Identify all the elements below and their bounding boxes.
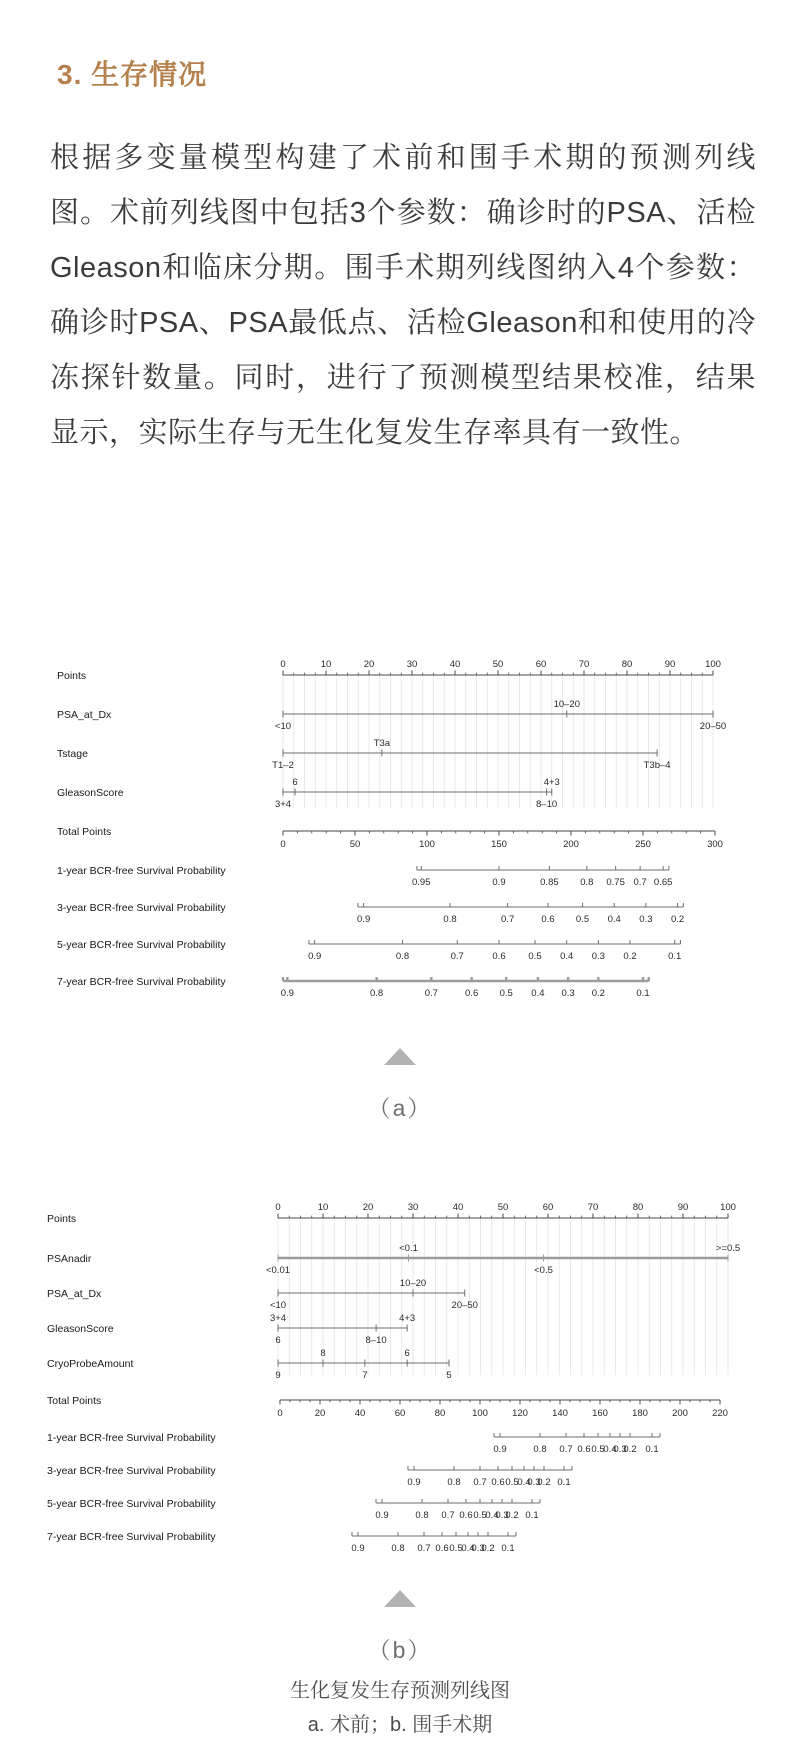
svg-text:70: 70 bbox=[578, 659, 590, 670]
svg-text:90: 90 bbox=[664, 659, 676, 670]
svg-text:0.7: 0.7 bbox=[450, 951, 464, 962]
figure-caption-title: 生化复发生存预测列线图 bbox=[290, 1680, 510, 1702]
figure-label-a: （a） bbox=[367, 1095, 433, 1121]
svg-text:0.1: 0.1 bbox=[645, 1444, 659, 1455]
svg-text:0.1: 0.1 bbox=[668, 951, 682, 962]
svg-text:3+4: 3+4 bbox=[269, 1313, 287, 1324]
svg-text:0.2: 0.2 bbox=[670, 914, 685, 925]
svg-text:0.6: 0.6 bbox=[459, 1510, 473, 1521]
nomogram-row-total-points bbox=[47, 1395, 728, 1419]
nomogram-row-5-year-bcr-free-survival-probability bbox=[47, 1498, 540, 1521]
svg-text:0.2: 0.2 bbox=[591, 988, 605, 999]
nomogram-row-3-year-bcr-free-survival-probability bbox=[47, 1465, 572, 1488]
svg-text:100: 100 bbox=[472, 1408, 488, 1419]
svg-text:Points: Points bbox=[47, 1213, 77, 1225]
svg-text:CryoProbeAmount: CryoProbeAmount bbox=[47, 1358, 134, 1370]
svg-text:60: 60 bbox=[542, 1202, 554, 1213]
svg-text:0.3: 0.3 bbox=[613, 1444, 627, 1455]
figure-label-b: （b） bbox=[367, 1637, 433, 1663]
svg-text:40: 40 bbox=[449, 659, 461, 670]
svg-text:140: 140 bbox=[552, 1408, 568, 1419]
svg-text:0.9: 0.9 bbox=[308, 951, 322, 962]
grid-lines bbox=[278, 1218, 728, 1375]
svg-text:0.3: 0.3 bbox=[639, 914, 653, 925]
nomogram-row-tstage bbox=[57, 738, 671, 771]
svg-text:Tstage: Tstage bbox=[57, 748, 88, 760]
svg-text:0.5: 0.5 bbox=[591, 1444, 605, 1455]
svg-text:0.6: 0.6 bbox=[491, 1477, 505, 1488]
svg-text:PSA_at_Dx: PSA_at_Dx bbox=[47, 1288, 102, 1300]
svg-text:0.1: 0.1 bbox=[557, 1477, 571, 1488]
svg-text:180: 180 bbox=[632, 1408, 648, 1419]
svg-text:100: 100 bbox=[419, 839, 435, 850]
svg-text:20: 20 bbox=[362, 1202, 374, 1213]
svg-text:0.2: 0.2 bbox=[537, 1477, 551, 1488]
svg-text:0.65: 0.65 bbox=[653, 877, 673, 888]
svg-text:0.2: 0.2 bbox=[623, 1444, 637, 1455]
svg-text:<0.01: <0.01 bbox=[265, 1265, 291, 1276]
svg-text:0.1: 0.1 bbox=[525, 1510, 539, 1521]
svg-text:GleasonScore: GleasonScore bbox=[57, 787, 124, 799]
svg-text:>=0.5: >=0.5 bbox=[715, 1243, 741, 1254]
triangle-up-icon bbox=[384, 1590, 416, 1607]
nomogram-row-gleasonscore bbox=[57, 777, 560, 810]
svg-text:0.3: 0.3 bbox=[527, 1477, 541, 1488]
svg-text:0.7: 0.7 bbox=[501, 914, 515, 925]
svg-text:6: 6 bbox=[275, 1335, 281, 1346]
svg-text:0.1: 0.1 bbox=[501, 1543, 515, 1554]
svg-text:0.8: 0.8 bbox=[369, 988, 384, 999]
body-paragraph: 根据多变量模型构建了术前和围手术期的预测列线图。术前列线图中包括3个参数：确诊时的PSA、活检Gleason和临床分期。围手术期列线图纳入4个参数：确诊时PSA、PSA最低点、活检Gleason和和使用的冷冻探针数量。同时，进行了预测模型结果校准，结果显示，实际生存与无生化复发生存率具有一致性。 bbox=[50, 142, 756, 449]
svg-text:8–10: 8–10 bbox=[536, 799, 558, 810]
svg-text:0.8: 0.8 bbox=[533, 1444, 547, 1455]
svg-text:0.2: 0.2 bbox=[481, 1543, 495, 1554]
nomogram-row-cryoprobeamount bbox=[47, 1348, 452, 1381]
svg-text:0.6: 0.6 bbox=[465, 988, 479, 999]
svg-text:0.4: 0.4 bbox=[607, 914, 621, 925]
svg-text:0.3: 0.3 bbox=[561, 988, 575, 999]
svg-text:10–20: 10–20 bbox=[399, 1278, 427, 1289]
nomogram-row-psa-at-dx bbox=[57, 699, 726, 732]
svg-text:50: 50 bbox=[497, 1202, 509, 1213]
svg-text:0.95: 0.95 bbox=[411, 877, 431, 888]
svg-text:4+3: 4+3 bbox=[399, 1313, 416, 1324]
svg-text:Total Points: Total Points bbox=[47, 1395, 102, 1407]
figure-caption-sub: a. 术前；b. 围手术期 bbox=[307, 1714, 493, 1736]
svg-text:200: 200 bbox=[563, 839, 579, 850]
nomogram-row-points bbox=[47, 1202, 736, 1225]
svg-text:60: 60 bbox=[394, 1408, 406, 1419]
svg-text:3-year BCR-free Survival Proba: 3-year BCR-free Survival Probability bbox=[57, 902, 226, 914]
svg-text:T1–2: T1–2 bbox=[272, 760, 294, 771]
svg-text:0.7: 0.7 bbox=[441, 1510, 455, 1521]
svg-text:0.5: 0.5 bbox=[505, 1477, 519, 1488]
svg-text:5-year BCR-free Survival Proba: 5-year BCR-free Survival Probability bbox=[47, 1498, 216, 1510]
svg-text:0.4: 0.4 bbox=[485, 1510, 499, 1521]
svg-text:7: 7 bbox=[362, 1370, 368, 1381]
svg-text:0.8: 0.8 bbox=[391, 1543, 405, 1554]
svg-text:GleasonScore: GleasonScore bbox=[47, 1323, 114, 1335]
svg-text:8–10: 8–10 bbox=[365, 1335, 387, 1346]
nomogram-row-points bbox=[57, 659, 721, 682]
svg-text:160: 160 bbox=[592, 1408, 608, 1419]
svg-text:120: 120 bbox=[512, 1408, 528, 1419]
svg-text:0.1: 0.1 bbox=[636, 988, 650, 999]
svg-text:Points: Points bbox=[57, 670, 87, 682]
svg-text:PSAnadir: PSAnadir bbox=[47, 1253, 92, 1265]
svg-text:0.7: 0.7 bbox=[633, 877, 647, 888]
svg-text:0.7: 0.7 bbox=[424, 988, 438, 999]
svg-text:5: 5 bbox=[446, 1370, 452, 1381]
svg-text:0.9: 0.9 bbox=[492, 877, 506, 888]
svg-text:0.75: 0.75 bbox=[606, 877, 625, 888]
svg-text:50: 50 bbox=[349, 839, 361, 850]
nomogram-row-gleasonscore bbox=[47, 1313, 415, 1346]
svg-text:T3b–4: T3b–4 bbox=[643, 760, 671, 771]
svg-text:0.9: 0.9 bbox=[375, 1510, 389, 1521]
svg-text:PSA_at_Dx: PSA_at_Dx bbox=[57, 709, 112, 721]
svg-text:6: 6 bbox=[292, 777, 298, 788]
svg-text:10: 10 bbox=[320, 659, 332, 670]
svg-text:1-year BCR-free Survival Proba: 1-year BCR-free Survival Probability bbox=[47, 1432, 216, 1444]
svg-text:20–50: 20–50 bbox=[451, 1300, 478, 1311]
svg-text:70: 70 bbox=[587, 1202, 599, 1213]
nomogram-svg-b bbox=[0, 1185, 800, 1580]
svg-text:<0.5: <0.5 bbox=[534, 1265, 553, 1276]
svg-text:6: 6 bbox=[404, 1348, 410, 1359]
svg-text:30: 30 bbox=[407, 1202, 419, 1213]
svg-text:0: 0 bbox=[280, 659, 286, 670]
svg-text:0.3: 0.3 bbox=[495, 1510, 509, 1521]
triangle-up-icon bbox=[384, 1048, 416, 1065]
svg-text:0.2: 0.2 bbox=[505, 1510, 519, 1521]
svg-text:0.8: 0.8 bbox=[580, 877, 594, 888]
svg-text:0.4: 0.4 bbox=[603, 1444, 617, 1455]
svg-text:0.9: 0.9 bbox=[351, 1543, 365, 1554]
svg-text:7-year BCR-free Survival Proba: 7-year BCR-free Survival Probability bbox=[57, 976, 226, 988]
svg-text:100: 100 bbox=[720, 1202, 736, 1213]
svg-text:T3a: T3a bbox=[373, 738, 391, 749]
svg-text:3+4: 3+4 bbox=[274, 799, 292, 810]
nomogram-row-total-points bbox=[57, 826, 723, 850]
nomogram-row-5-year-bcr-free-survival-probability bbox=[57, 939, 681, 962]
svg-text:40: 40 bbox=[452, 1202, 464, 1213]
svg-text:7-year BCR-free Survival Proba: 7-year BCR-free Survival Probability bbox=[47, 1531, 216, 1543]
svg-text:0.8: 0.8 bbox=[415, 1510, 429, 1521]
nomogram-row-7-year-bcr-free-survival-probability bbox=[47, 1531, 516, 1554]
svg-text:0.3: 0.3 bbox=[471, 1543, 485, 1554]
svg-text:10–20: 10–20 bbox=[553, 699, 581, 710]
svg-text:300: 300 bbox=[707, 839, 723, 850]
svg-text:3-year BCR-free Survival Proba: 3-year BCR-free Survival Probability bbox=[47, 1465, 216, 1477]
svg-text:0.6: 0.6 bbox=[492, 951, 506, 962]
nomogram-row-1-year-bcr-free-survival-probability bbox=[57, 865, 672, 888]
svg-text:1-year BCR-free Survival Proba: 1-year BCR-free Survival Probability bbox=[57, 865, 226, 877]
svg-text:0.9: 0.9 bbox=[280, 988, 294, 999]
svg-text:0.8: 0.8 bbox=[447, 1477, 461, 1488]
nomogram-row-3-year-bcr-free-survival-probability bbox=[57, 902, 684, 925]
svg-text:80: 80 bbox=[621, 659, 633, 670]
svg-text:10: 10 bbox=[317, 1202, 329, 1213]
svg-text:40: 40 bbox=[354, 1408, 366, 1419]
nomogram-chart-a bbox=[0, 640, 800, 1035]
svg-text:0: 0 bbox=[277, 1408, 283, 1419]
svg-text:9: 9 bbox=[275, 1370, 281, 1381]
svg-text:150: 150 bbox=[491, 839, 507, 850]
svg-text:0.5: 0.5 bbox=[575, 914, 590, 925]
svg-text:0: 0 bbox=[275, 1202, 281, 1213]
svg-text:0: 0 bbox=[280, 839, 286, 850]
nomogram-chart-b bbox=[0, 1185, 800, 1580]
svg-text:80: 80 bbox=[632, 1202, 644, 1213]
svg-text:20: 20 bbox=[363, 659, 375, 670]
svg-text:20: 20 bbox=[314, 1408, 326, 1419]
svg-text:<10: <10 bbox=[269, 1300, 287, 1311]
svg-text:0.8: 0.8 bbox=[395, 951, 410, 962]
svg-text:0.5: 0.5 bbox=[499, 988, 513, 999]
svg-text:220: 220 bbox=[712, 1408, 728, 1419]
svg-text:0.7: 0.7 bbox=[417, 1543, 431, 1554]
svg-text:0.4: 0.4 bbox=[517, 1477, 531, 1488]
svg-text:250: 250 bbox=[635, 839, 651, 850]
svg-text:30: 30 bbox=[406, 659, 418, 670]
section-heading: 3. 生存情况 bbox=[57, 59, 208, 90]
svg-text:0.9: 0.9 bbox=[407, 1477, 421, 1488]
svg-text:0.4: 0.4 bbox=[531, 988, 545, 999]
svg-text:0.5: 0.5 bbox=[473, 1510, 487, 1521]
svg-text:90: 90 bbox=[677, 1202, 689, 1213]
svg-text:0.6: 0.6 bbox=[435, 1543, 449, 1554]
svg-text:0.7: 0.7 bbox=[559, 1444, 573, 1455]
svg-text:5-year BCR-free Survival Proba: 5-year BCR-free Survival Probability bbox=[57, 939, 226, 951]
svg-text:100: 100 bbox=[705, 659, 721, 670]
nomogram-row-7-year-bcr-free-survival-probability bbox=[57, 976, 650, 999]
svg-text:50: 50 bbox=[492, 659, 504, 670]
svg-text:0.85: 0.85 bbox=[540, 877, 559, 888]
svg-text:80: 80 bbox=[434, 1408, 446, 1419]
svg-text:0.9: 0.9 bbox=[493, 1444, 507, 1455]
svg-text:0.4: 0.4 bbox=[461, 1543, 475, 1554]
svg-text:60: 60 bbox=[535, 659, 547, 670]
svg-text:0.9: 0.9 bbox=[357, 914, 371, 925]
nomogram-row-1-year-bcr-free-survival-probability bbox=[47, 1432, 660, 1455]
svg-text:Total Points: Total Points bbox=[57, 826, 112, 838]
svg-text:4+3: 4+3 bbox=[543, 777, 560, 788]
svg-text:0.4: 0.4 bbox=[560, 951, 574, 962]
nomogram-svg-a bbox=[0, 640, 800, 1035]
svg-text:200: 200 bbox=[672, 1408, 688, 1419]
svg-text:0.5: 0.5 bbox=[449, 1543, 463, 1554]
svg-text:<10: <10 bbox=[274, 721, 292, 732]
svg-text:20–50: 20–50 bbox=[699, 721, 727, 732]
svg-text:0.5: 0.5 bbox=[528, 951, 542, 962]
svg-text:8: 8 bbox=[320, 1348, 326, 1359]
svg-text:0.3: 0.3 bbox=[591, 951, 605, 962]
svg-text:0.8: 0.8 bbox=[443, 914, 457, 925]
nomogram-row-psanadir bbox=[47, 1243, 740, 1276]
svg-text:0.6: 0.6 bbox=[541, 914, 555, 925]
svg-text:0.2: 0.2 bbox=[623, 951, 637, 962]
svg-text:<0.1: <0.1 bbox=[399, 1243, 418, 1254]
grid-lines bbox=[283, 675, 713, 808]
svg-text:0.7: 0.7 bbox=[473, 1477, 487, 1488]
svg-text:0.6: 0.6 bbox=[577, 1444, 591, 1455]
